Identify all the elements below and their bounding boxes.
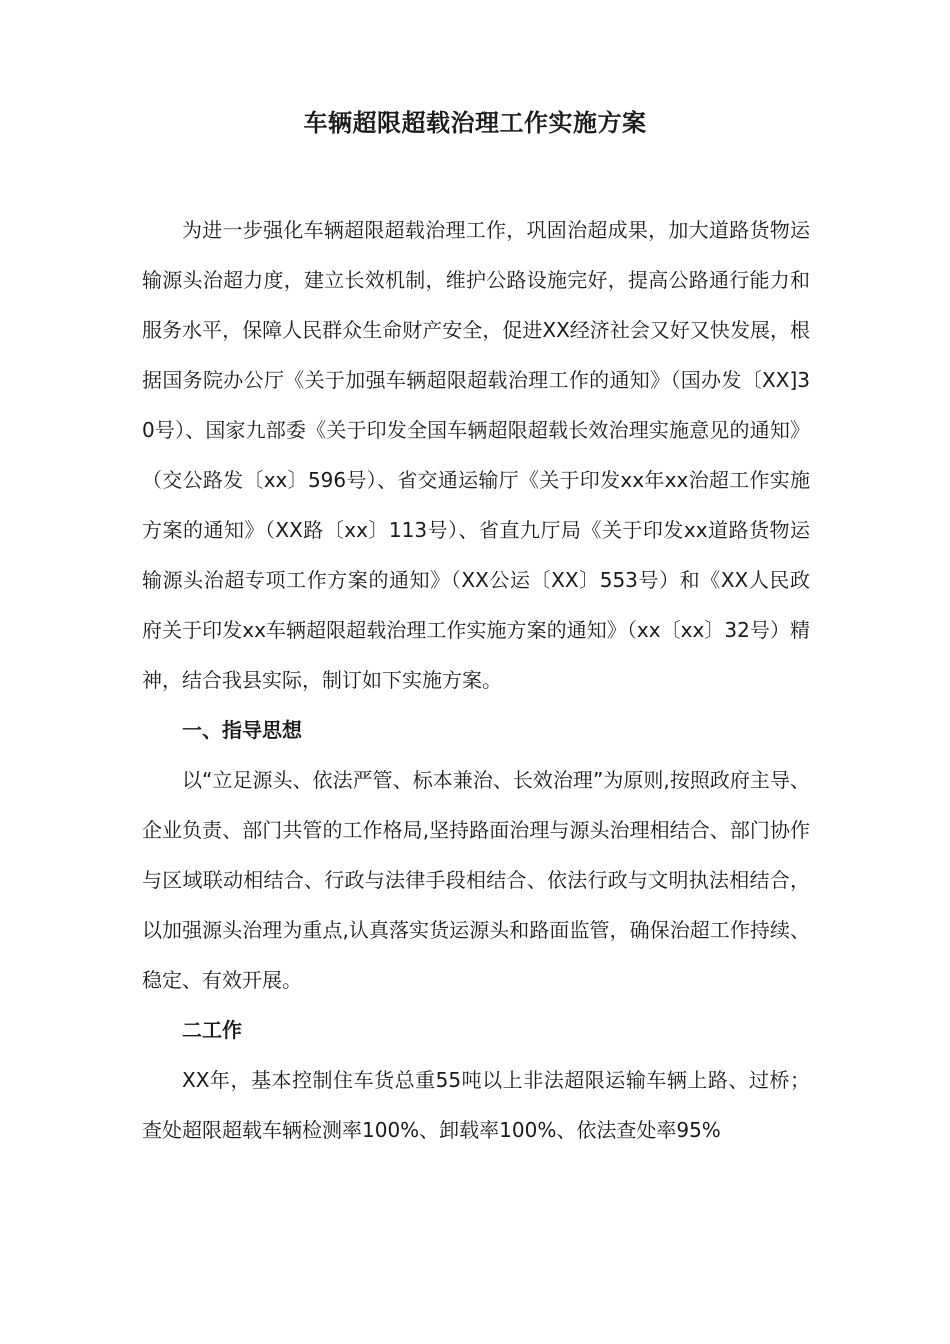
- section-heading-guiding-ideology: 一、指导思想: [182, 718, 302, 742]
- document-title: 车辆超限超载治理工作实施方案: [303, 109, 647, 137]
- intro-paragraph: 为进一步强化车辆超限超载治理工作，巩固治超成果，加大道路货物运输源头治超力度，建立长效机制，维护公路设施完好，提高公路通行能力和服务水平，保障人民群众生命财产安全，促进XX经济社会又好又快发展，根据国务院办公厅《关于加强车辆超限超载治理工作的通知》（国办发〔XX]30号）、国家九部委《关于印发全国车辆超限超载长效治理实施意见的通知》（交公路发〔xx〕596号）、省交通运输厅《关于印发xx年xx治超工作实施方案的通知》（XX路〔xx〕113号）、省直九厅局《关于印发xx道路货物运输源头治超专项工作方案的通知》（XX公运〔XX〕553号）和《XX人民政府关于印发xx车辆超限超载治理工作实施方案的通知》（xx〔xx〕32号）精神，结合我县实际，制订如下实施方案。: [142, 218, 810, 692]
- document-body: [142, 205, 810, 1155]
- guiding-ideology-paragraph: 以“立足源头、依法严管、标本兼治、长效治理”为原则,按照政府主导、企业负责、部门共管的工作格局,坚持路面治理与源头治理相结合、部门协作与区域联动相结合、行政与法律手段相结合、依法行政与文明执法相结合，以加强源头治理为重点,认真落实货运源头和路面监管，确保治超工作持续、稳定、有效开展。: [142, 768, 810, 992]
- work-paragraph: XX年，基本控制住车货总重55吨以上非法超限运输车辆上路、过桥；查处超限超载车辆检测率100%、卸载率100%、依法查处率95%: [142, 1068, 810, 1142]
- section-heading-work: 二工作: [182, 1018, 242, 1042]
